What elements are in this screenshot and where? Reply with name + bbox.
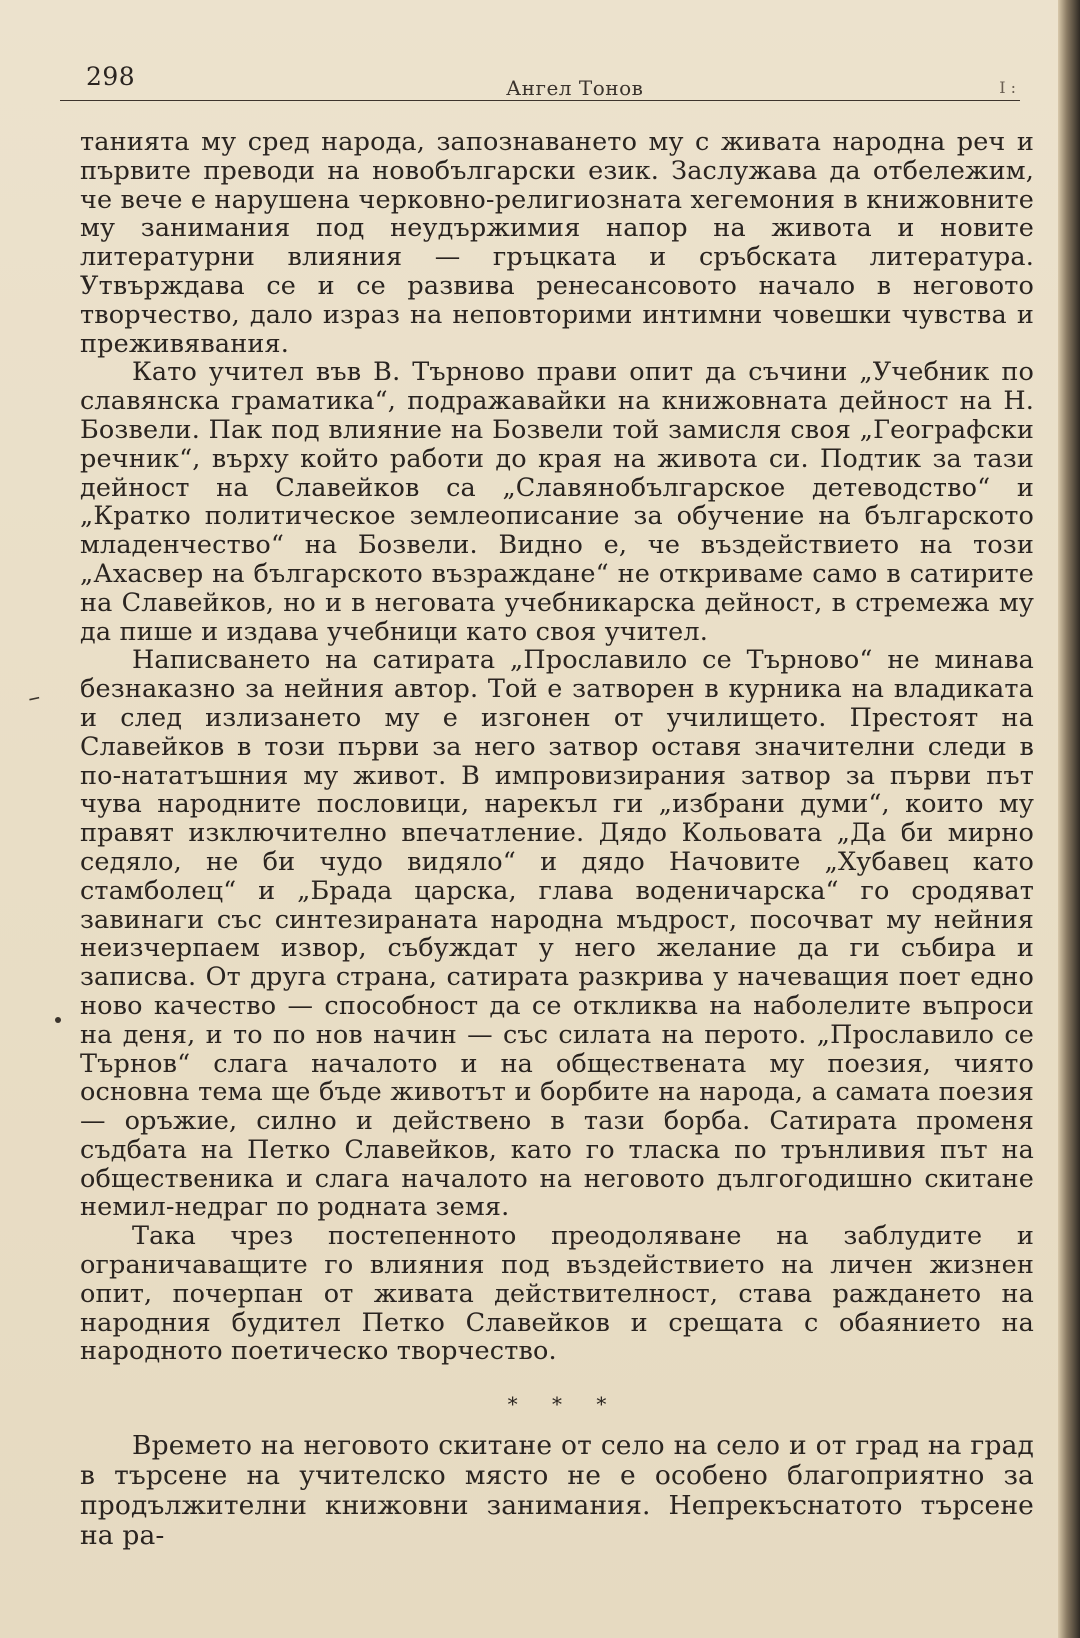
page-number: 298	[86, 62, 136, 91]
section-divider: * * *	[507, 1392, 621, 1417]
paragraph-3: Написването на сатирата „Прославило се Търново“ не минава безнаказно за нейния автор. Той е затворен в курника на владиката и след излизането му е изгонен от училището. Престоят на Славейков в този първи за него затвор оставя значителни следи в по-нататъшния му живот. В импровизирания затвор за първи път чува народните пословици, нарекъл ги „избрани думи“, които му правят изключително впечатление. Дядо Кольовата „Да би мирно седяло, не би чудо видяло“ и дядо Начовите „Хубавец като стамболец“ и „Брада царска, глава воденичарска“ го сродяват завинаги със синтезираната народна мъдрост, посочват му нейния неизчерпаем извор, събуждат у него желание да ги събира и записва. От друга страна, сатирата разкрива у начеващия поет едно ново качество — способност да се откликва на наболелите въпроси на деня, и то по нов начин — със силата на перото. „Прославило се Търнов“ слага началото и на обществената му поезия, чиято основна тема ще бъде животът и борбите на народа, а самата поезия — оръжие, силно и действено в тази борба. Сатирата променя съдбата на Петко Славейков, като го тласка по трънливия път на общественика и слага началото на неговото дългогодишно скитане немил-недраг по родната земя.	[80, 645, 1034, 1223]
header-rule	[60, 100, 1020, 101]
page-header	[86, 60, 1036, 100]
paragraph-2: Като учител във В. Търново прави опит да съчини „Учебник по славянска граматика“, подражавайки на книжовната дейност на Н. Бозвели. Пак под влияние на Бозвели той замисля своя „Географски речник“, върху който работи до края на живота си. Подтик за тази дейност на Славейков са „Славянобългарское детеводство“ и „Кратко политическое землеописание за обучение на българското младенчество“ на Бозвели. Видно е, че въздействието на този „Ахасвер на българското възраждане“ не откриваме само в сатирите на Славейков, но и в неговата учебникарска дейност, в стремежа му да пише и издава учебници като своя учител.	[80, 357, 1034, 647]
margin-dash-mark: –	[25, 682, 43, 712]
margin-dot-mark	[55, 1017, 61, 1023]
spine-shadow	[1058, 0, 1080, 1638]
paragraph-4: Така чрез постепенното преодоляване на заблудите и ограничаващите го влияния под въздействието на личен жизнен опит, почерпан от живата действителност, става раждането на народния будител Петко Славейков и срещата с обаянието на народното поетическо творчество.	[80, 1221, 1034, 1367]
corner-mark: I :	[999, 78, 1016, 97]
body-text	[80, 128, 1034, 1551]
paragraph-1: танията му сред народа, запознаването му с живата народна реч и първите преводи на новобългарски език. Заслужава да отбележим, че вече е нарушена черковно-религиозната хегемония в книжовните му занимания под неудържимия напор на живота и новите литературни влияния — гръцката и сръбската литература. Утвърждава се и се развива ренесансовото начало в неговото творчество, дало израз на неповторими интимни човешки чувства и преживявания.	[80, 127, 1034, 359]
paragraph-5: Времето на неговото скитане от село на село и от град на град в търсене на учителско място не е особено благоприятно за продължителни книжовни занимания. Непрекъснатото търсене на ра-	[80, 1430, 1034, 1552]
running-head: Ангел Тонов	[506, 76, 644, 100]
